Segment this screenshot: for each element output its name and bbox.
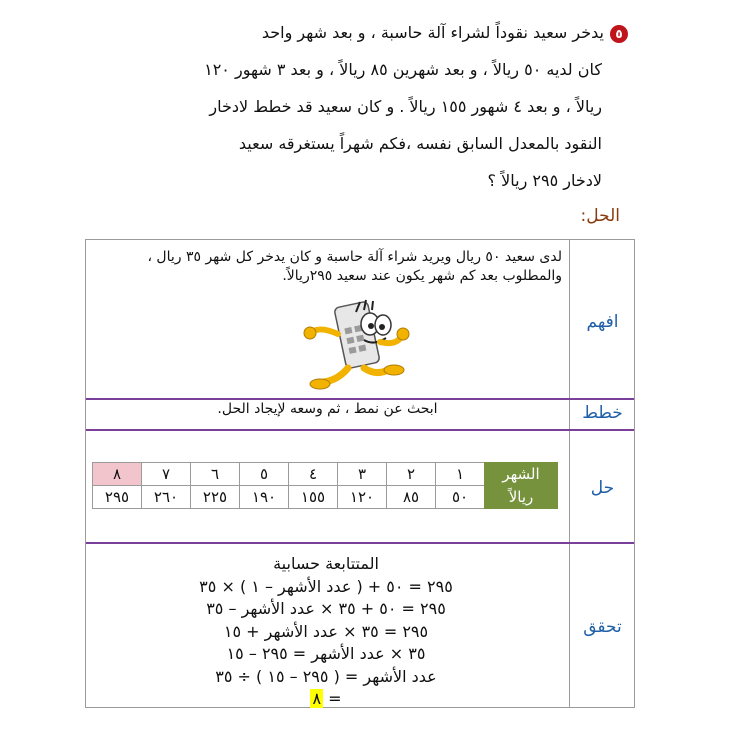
month-cell: ٧ [142, 463, 191, 486]
solution-grid [85, 239, 635, 708]
months-header: الشهر [485, 463, 558, 486]
month-cell: ٢ [387, 463, 436, 486]
row-label-plan: خطط [582, 403, 623, 423]
verify-steps [156, 553, 496, 711]
problem-line-3: ريالاً ، و بعد ٤ شهور ١٥٥ ريالاً . و كان سعيد قد خطط لادخار [209, 97, 602, 116]
final-answer-highlight: ٨ [312, 689, 322, 708]
problem-line-4: النقود بالمعدل السابق نفسه ،فكم شهراً يستغرقه سعيد [238, 134, 602, 153]
problem-line-5: لادخار ٢٩٥ ريالاً ؟ [487, 171, 602, 190]
month-cell: ٥ [240, 463, 289, 486]
verify-line: ٢٩٥ = ٥٠ + ( عدد الأشهر – ١ ) × ٣٥ [199, 576, 453, 596]
question-number-badge: ٥ [610, 25, 628, 43]
solution-label: الحل: [580, 206, 620, 226]
riyal-cell: ١٥٥ [289, 486, 338, 509]
row-divider-1 [86, 398, 634, 400]
row-label-solve: حل [590, 478, 615, 498]
plan-text: ابحث عن نمط ، ثم وسعه لإيجاد الحل. [217, 401, 438, 417]
verify-line: ٣٥ × عدد الأشهر = ٢٩٥ – ١٥ [226, 644, 426, 663]
row-label-understand: افهم [586, 312, 619, 332]
riyal-cell: ٢٢٥ [191, 486, 240, 509]
month-cell-highlighted: ٨ [93, 463, 142, 486]
row-divider-3 [86, 542, 634, 544]
problem-line-2: كان لديه ٥٠ ريالاً ، و بعد شهرين ٨٥ ريالاً ، و بعد ٣ شهور ١٢٠ [204, 60, 602, 79]
month-cell: ٣ [338, 463, 387, 486]
verify-line: ٢٩٥ = ٥٠ + ٣٥ × عدد الأشهر – ٣٥ [206, 599, 446, 618]
riyal-cell: ٢٩٥ [93, 486, 142, 509]
months-row [93, 463, 558, 486]
months-table [92, 462, 558, 509]
riyal-cell: ٥٠ [436, 486, 485, 509]
calculator-mascot-image [300, 296, 410, 391]
verify-line: عدد الأشهر = ( ٢٩٥ – ١٥ ) ÷ ٣٥ [215, 666, 437, 686]
month-cell: ٤ [289, 463, 338, 486]
riyal-cell: ١٩٠ [240, 486, 289, 509]
riyal-cell: ١٢٠ [338, 486, 387, 509]
understand-text: لدى سعيد ٥٠ ريال ويريد شراء آلة حاسبة و كان يدخر كل شهر ٣٥ ريال ، والمطلوب بعد كم شهر يكون عند سعيد ٢٩٥ريالاً. [147, 249, 562, 284]
month-cell: ١ [436, 463, 485, 486]
verify-answer-line: = ٨ [312, 689, 342, 708]
problem-line-1: ٥يدخر سعيد نقوداً لشراء آلة حاسبة ، و بعد شهر واحد [120, 14, 628, 51]
riyals-row [93, 486, 558, 509]
verify-line: المتتابعة حسابية [273, 554, 379, 573]
riyals-header: ريالاً [485, 486, 558, 509]
verify-line: ٢٩٥ = ٣٥ × عدد الأشهر + ١٥ [223, 621, 429, 641]
row-label-verify: تحقق [583, 617, 622, 637]
month-cell: ٦ [191, 463, 240, 486]
riyal-cell: ٢٦٠ [142, 486, 191, 509]
problem-statement [120, 14, 628, 199]
riyal-cell: ٨٥ [387, 486, 436, 509]
row-divider-2 [86, 429, 634, 431]
